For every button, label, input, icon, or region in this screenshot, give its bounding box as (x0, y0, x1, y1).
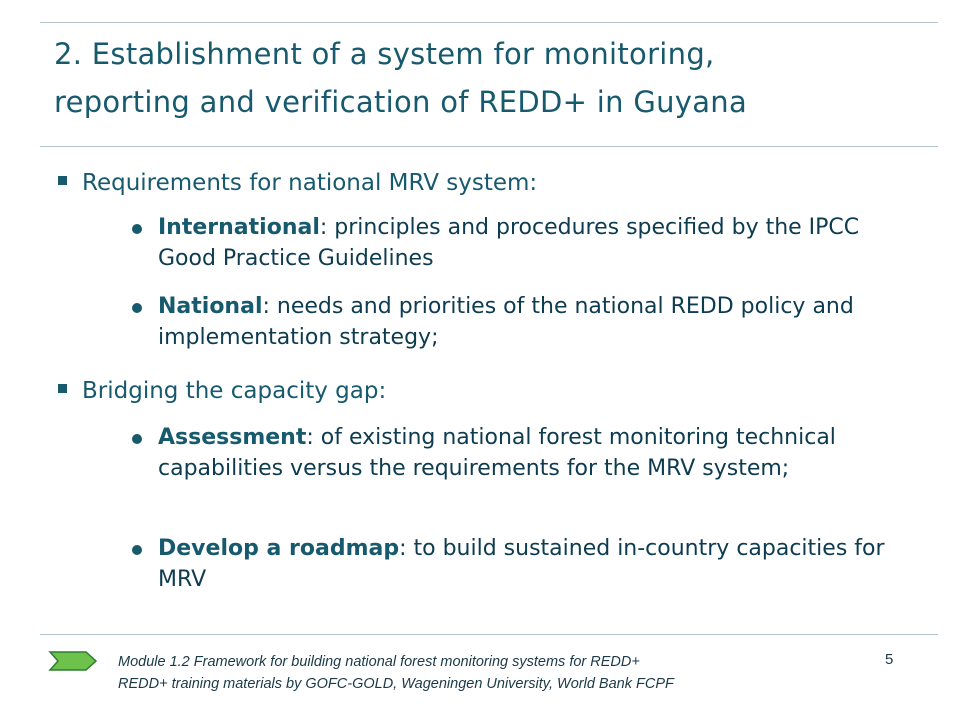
list-item-national (132, 291, 902, 355)
footer-rule (40, 634, 938, 635)
list-item-keyword: International (158, 215, 320, 240)
list-item-text (158, 212, 898, 274)
footer-credits (118, 651, 674, 695)
title-rule (40, 146, 938, 147)
round-bullet-icon (132, 224, 142, 234)
list-item-description: : needs and priorities of the national REDD policy and implementation strategy; (158, 294, 854, 350)
round-bullet-icon (132, 545, 142, 555)
list-item-assessment (132, 422, 902, 518)
list-item-keyword: Develop a roadmap (158, 536, 400, 561)
square-bullet-icon (58, 176, 67, 185)
round-bullet-icon (132, 434, 142, 444)
title-line-1: 2. Establishment of a system for monitoring, (54, 37, 715, 71)
list-item-description: : to build sustained in-country capacities for MRV (158, 536, 885, 592)
footer-materials-line: REDD+ training materials by GOFC-GOLD, Wageningen University, World Bank FCPF (118, 676, 674, 692)
green-arrow-icon (48, 650, 98, 672)
list-item-description: : of existing national forest monitoring technical capabilities versus the requirements for the MRV system; (158, 425, 836, 481)
page-number: 5 (885, 651, 894, 668)
footer-module-line: Module 1.2 Framework for building national forest monitoring systems for REDD+ (118, 654, 640, 670)
list-item-keyword: National (158, 294, 263, 319)
section-heading: Requirements for national MRV system: (82, 170, 538, 196)
list-item-roadmap (132, 533, 902, 597)
list-item-description: : principles and procedures specified by the IPCC Good Practice Guidelines (158, 215, 860, 271)
list-item-keyword: Assessment (158, 425, 307, 450)
list-item-text (158, 533, 898, 595)
square-bullet-icon (58, 384, 67, 393)
title-line-2: reporting and verification of REDD+ in Guyana (54, 85, 748, 119)
section-heading: Bridging the capacity gap: (82, 378, 387, 404)
list-item-international (132, 212, 902, 276)
list-item-text (158, 291, 898, 353)
top-rule (40, 22, 938, 23)
slide-title (54, 30, 934, 126)
round-bullet-icon (132, 303, 142, 313)
list-item-text (158, 422, 898, 484)
